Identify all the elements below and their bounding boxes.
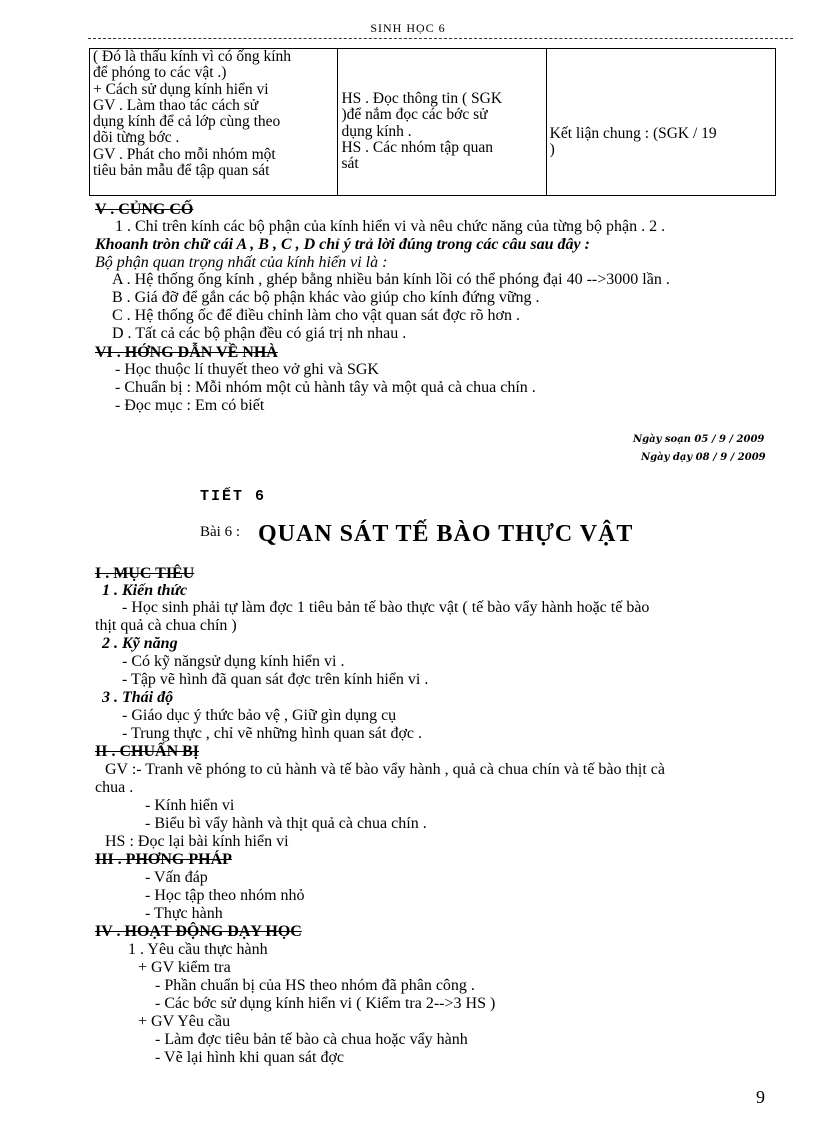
option-b: B . Giá đỡ để gắn các bộ phận khác vào giúp cho kính đứng vững . [112,289,540,306]
activity-line: 1 . Yêu cầu thực hành [128,941,268,958]
preparation-heading: II . CHUẨN BỊ [95,743,200,760]
activities-heading: IV . HOẠT ĐỘNG DẠY HỌC [95,923,302,940]
option-c: C . Hệ thống ốc để điều chỉnh làm cho vật quan sát đợc rõ hơn . [112,307,520,324]
activity-line: + GV Yêu cầu [138,1013,231,1030]
method-item: - Học tập theo nhóm nhỏ [145,887,305,904]
table-row [90,49,776,196]
option-a: A . Hệ thống ống kính , ghép bằng nhiều bản kính lồi có thể phóng đại 40 -->3000 lần . [112,271,670,288]
running-header: SINH HỌC 6 [370,21,446,35]
teacher-prep-line: GV :- Tranh vẽ phóng to củ hành và tế bào vẩy hành , quả cà chua chín và tế bào thịt cà [105,761,665,778]
date-prepared: Ngày soạn 05 / 9 / 2009 [633,434,765,445]
skills-heading: 2 . Kỹ năng [102,635,178,652]
attitude-heading: 3 . Thái độ [102,689,174,706]
student-prep-line: HS : Đọc lại bài kính hiển vi [105,833,289,850]
methods-heading: III . PHƠNG PHÁP [95,851,232,868]
conclusion-text: Kết liận chung : (SGK / 19 ) [549,125,717,159]
page-number: 9 [756,1087,765,1107]
skills-line: - Tập vẽ hình đã quan sát đợc trên kính hiển vi . [122,671,429,688]
prep-item: - Biểu bì vẩy hành và thịt quả cà chua chín . [145,815,427,832]
lesson-title: QUAN SÁT TẾ BÀO THỰC VẬT [258,521,634,547]
option-d: D . Tất cả các bộ phận đều có giá trị nh nhau . [112,325,407,342]
teacher-activity-cell [90,49,338,196]
teacher-activity-text: ( Đó là thấu kính vì có ống kính để phóng to các vật .) + Cách sử dụng kính hiển vi GV . Làm thao tác cách sử dụng kính để cả lớp cùng theo dõi từng bớc . GV . Phát cho mỗi nhóm một tiêu bản mẫu để tập quan sát [93,48,292,179]
attitude-line: - Trung thực , chỉ vẽ những hình quan sát đợc . [122,725,422,742]
header-divider [88,38,793,39]
section-6-heading: VI . HỚNG DẪN VỀ NHÀ [95,344,278,361]
homework-item: - Chuẩn bị : Mỗi nhóm một củ hành tây và một quả cà chua chín . [115,379,536,396]
method-item: - Thực hành [145,905,223,922]
prep-item: - Kính hiển vi [145,797,235,814]
activity-line: - Các bớc sử dụng kính hiển vi ( Kiểm tra 2-->3 HS ) [155,995,496,1012]
conclusion-cell [546,49,775,196]
section-5-line-1: 1 . Chỉ trên kính các bộ phận của kính hiển vi và nêu chức năng của từng bộ phận . 2 . [115,218,666,235]
knowledge-line: - Học sinh phải tự làm đợc 1 tiêu bản tế bào thực vật ( tế bào vẩy hành hoặc tế bào [122,599,650,616]
activity-line: - Phần chuẩn bị của HS theo nhóm đã phân công . [155,977,475,994]
student-activity-cell [338,49,546,196]
activity-line: - Vẽ lại hình khi quan sát đợc [155,1049,345,1066]
knowledge-line: thịt quả cà chua chín ) [95,617,237,634]
skills-line: - Có kỹ năngsử dụng kính hiển vi . [122,653,345,670]
student-activity-text: HS . Đọc thông tin ( SGK )để nắm đọc các bớc sử dụng kính . HS . Các nhóm tập quan sát [341,90,503,173]
homework-item: - Đọc mục : Em có biết [115,397,265,414]
section-5-line-2: Khoanh tròn chữ cái A , B , C , D chỉ ý trả lời đúng trong các câu sau đây : [95,236,590,253]
period-label: TIẾT 6 [200,488,267,505]
objectives-heading: I . MỤC TIÊU [95,565,195,582]
activity-line: - Làm đợc tiêu bản tế bào cà chua hoặc vẩy hành [155,1031,468,1048]
homework-item: - Học thuộc lí thuyết theo vở ghi và SGK [115,361,379,378]
knowledge-heading: 1 . Kiến thức [102,582,188,599]
attitude-line: - Giáo dục ý thức bảo vệ , Giữ gìn dụng cụ [122,707,397,724]
activity-line: + GV kiểm tra [138,959,231,976]
section-5-line-3: Bộ phận quan trọng nhất của kính hiển vi là : [95,254,388,271]
teacher-prep-line: chua . [95,779,134,796]
section-5-heading: V . CỦNG CỐ [95,201,194,218]
lesson-number: Bài 6 : [200,524,240,540]
method-item: - Vấn đáp [145,869,208,886]
activity-table [89,48,776,196]
date-taught: Ngày dạy 08 / 9 / 2009 [641,452,766,463]
